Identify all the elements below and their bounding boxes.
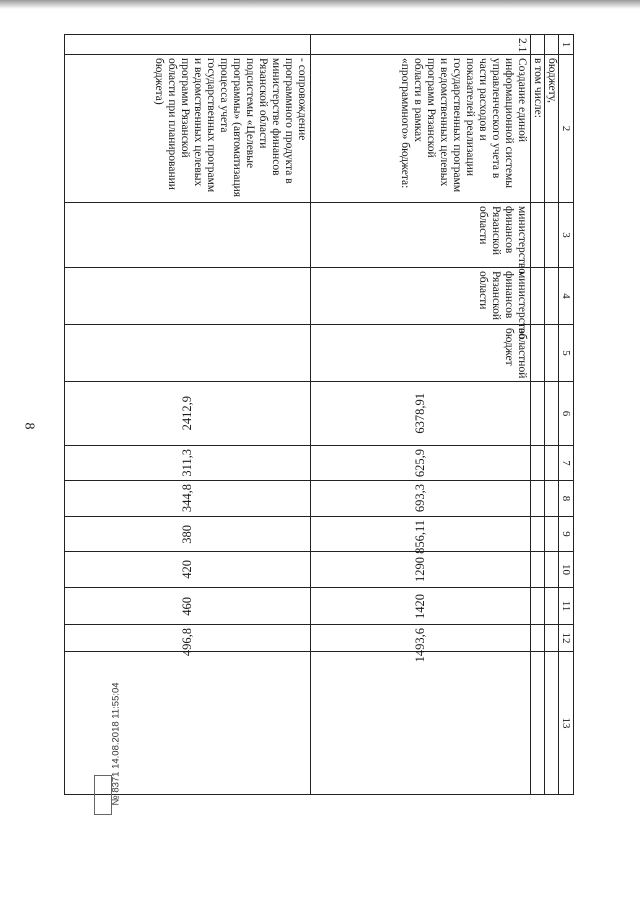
year-amount: 625,9 bbox=[311, 446, 531, 481]
year-amount: 380 bbox=[65, 517, 311, 552]
cell bbox=[545, 652, 559, 795]
cell bbox=[545, 382, 559, 446]
col-header: 10 bbox=[559, 552, 574, 588]
budget-administrator: министерство финансов Рязанской области bbox=[311, 268, 531, 325]
registration-number: № 8371 14.08.2018 11:55:04 bbox=[110, 682, 122, 806]
cell bbox=[545, 203, 559, 268]
cell bbox=[531, 446, 545, 481]
table-row bbox=[65, 35, 311, 795]
col-header: 1 bbox=[559, 35, 574, 55]
col-header: 6 bbox=[559, 382, 574, 446]
total-amount: 6378,91 bbox=[311, 382, 531, 446]
table-frame bbox=[64, 34, 574, 794]
year-amount: 693,3 bbox=[311, 481, 531, 517]
header-row bbox=[559, 35, 574, 795]
cell bbox=[311, 652, 531, 795]
year-amount: 460 bbox=[65, 588, 311, 625]
row-number: 2.1 bbox=[311, 35, 531, 55]
cell bbox=[531, 652, 545, 795]
col-header: 4 bbox=[559, 268, 574, 325]
year-amount: 1420 bbox=[311, 588, 531, 625]
cell bbox=[531, 625, 545, 652]
scan-edge bbox=[0, 0, 640, 9]
year-amount: 1290 bbox=[311, 552, 531, 588]
table-row bbox=[545, 35, 559, 795]
cell bbox=[545, 35, 559, 55]
cell: бюджету, bbox=[545, 55, 559, 203]
col-header: 12 bbox=[559, 625, 574, 652]
cell bbox=[545, 481, 559, 517]
year-amount: 856,11 bbox=[311, 517, 531, 552]
cell bbox=[531, 552, 545, 588]
cell bbox=[545, 625, 559, 652]
row-number bbox=[65, 35, 311, 55]
col-header: 7 bbox=[559, 446, 574, 481]
year-amount: 311,3 bbox=[65, 446, 311, 481]
cell bbox=[545, 325, 559, 382]
cell bbox=[545, 552, 559, 588]
cell bbox=[531, 588, 545, 625]
col-header: 11 bbox=[559, 588, 574, 625]
cell bbox=[531, 203, 545, 268]
table-row bbox=[531, 35, 545, 795]
registration-footer bbox=[106, 600, 122, 810]
col-header: 9 bbox=[559, 517, 574, 552]
budget-administrator bbox=[65, 268, 311, 325]
year-amount: 420 bbox=[65, 552, 311, 588]
funding-source: областной бюджет bbox=[311, 325, 531, 382]
col-header: 8 bbox=[559, 481, 574, 517]
total-amount: 2412,9 bbox=[65, 382, 311, 446]
col-header: 3 bbox=[559, 203, 574, 268]
cell bbox=[545, 517, 559, 552]
col-header: 5 bbox=[559, 325, 574, 382]
year-amount: 496,8 bbox=[65, 625, 311, 652]
cell bbox=[531, 268, 545, 325]
col-header: 13 bbox=[559, 652, 574, 795]
measure-name: Создание единой информационной системы управленческого учета в части расходов и показателей реализации государственных программ и ведомственных целевых программ Рязанской области в рамках «программного» бюджета: bbox=[311, 55, 531, 203]
table-row bbox=[311, 35, 531, 795]
col-header: 2 bbox=[559, 55, 574, 203]
budget-table bbox=[64, 34, 574, 795]
cell bbox=[545, 588, 559, 625]
rotated-page bbox=[64, 34, 574, 794]
cell bbox=[545, 268, 559, 325]
funding-source bbox=[65, 325, 311, 382]
year-amount: 344,8 bbox=[65, 481, 311, 517]
responsible-executor bbox=[65, 203, 311, 268]
cell bbox=[531, 481, 545, 517]
cell bbox=[531, 517, 545, 552]
cell bbox=[531, 382, 545, 446]
page-number: 8 bbox=[21, 422, 37, 430]
cell bbox=[531, 35, 545, 55]
year-amount: 1493,6 bbox=[311, 625, 531, 652]
cell bbox=[531, 325, 545, 382]
cell bbox=[65, 652, 311, 795]
cell: в том числе: bbox=[531, 55, 545, 203]
measure-name: - сопровождение программного продукта в министерстве финансов Рязанской области подсистемы «Целевые программы» (автоматизация процесса учета государственных программ и ведомственных целевых программ Рязанской области при планировании бюджета) bbox=[65, 55, 311, 203]
cell bbox=[545, 446, 559, 481]
responsible-executor: министерство финансов Рязанской области bbox=[311, 203, 531, 268]
